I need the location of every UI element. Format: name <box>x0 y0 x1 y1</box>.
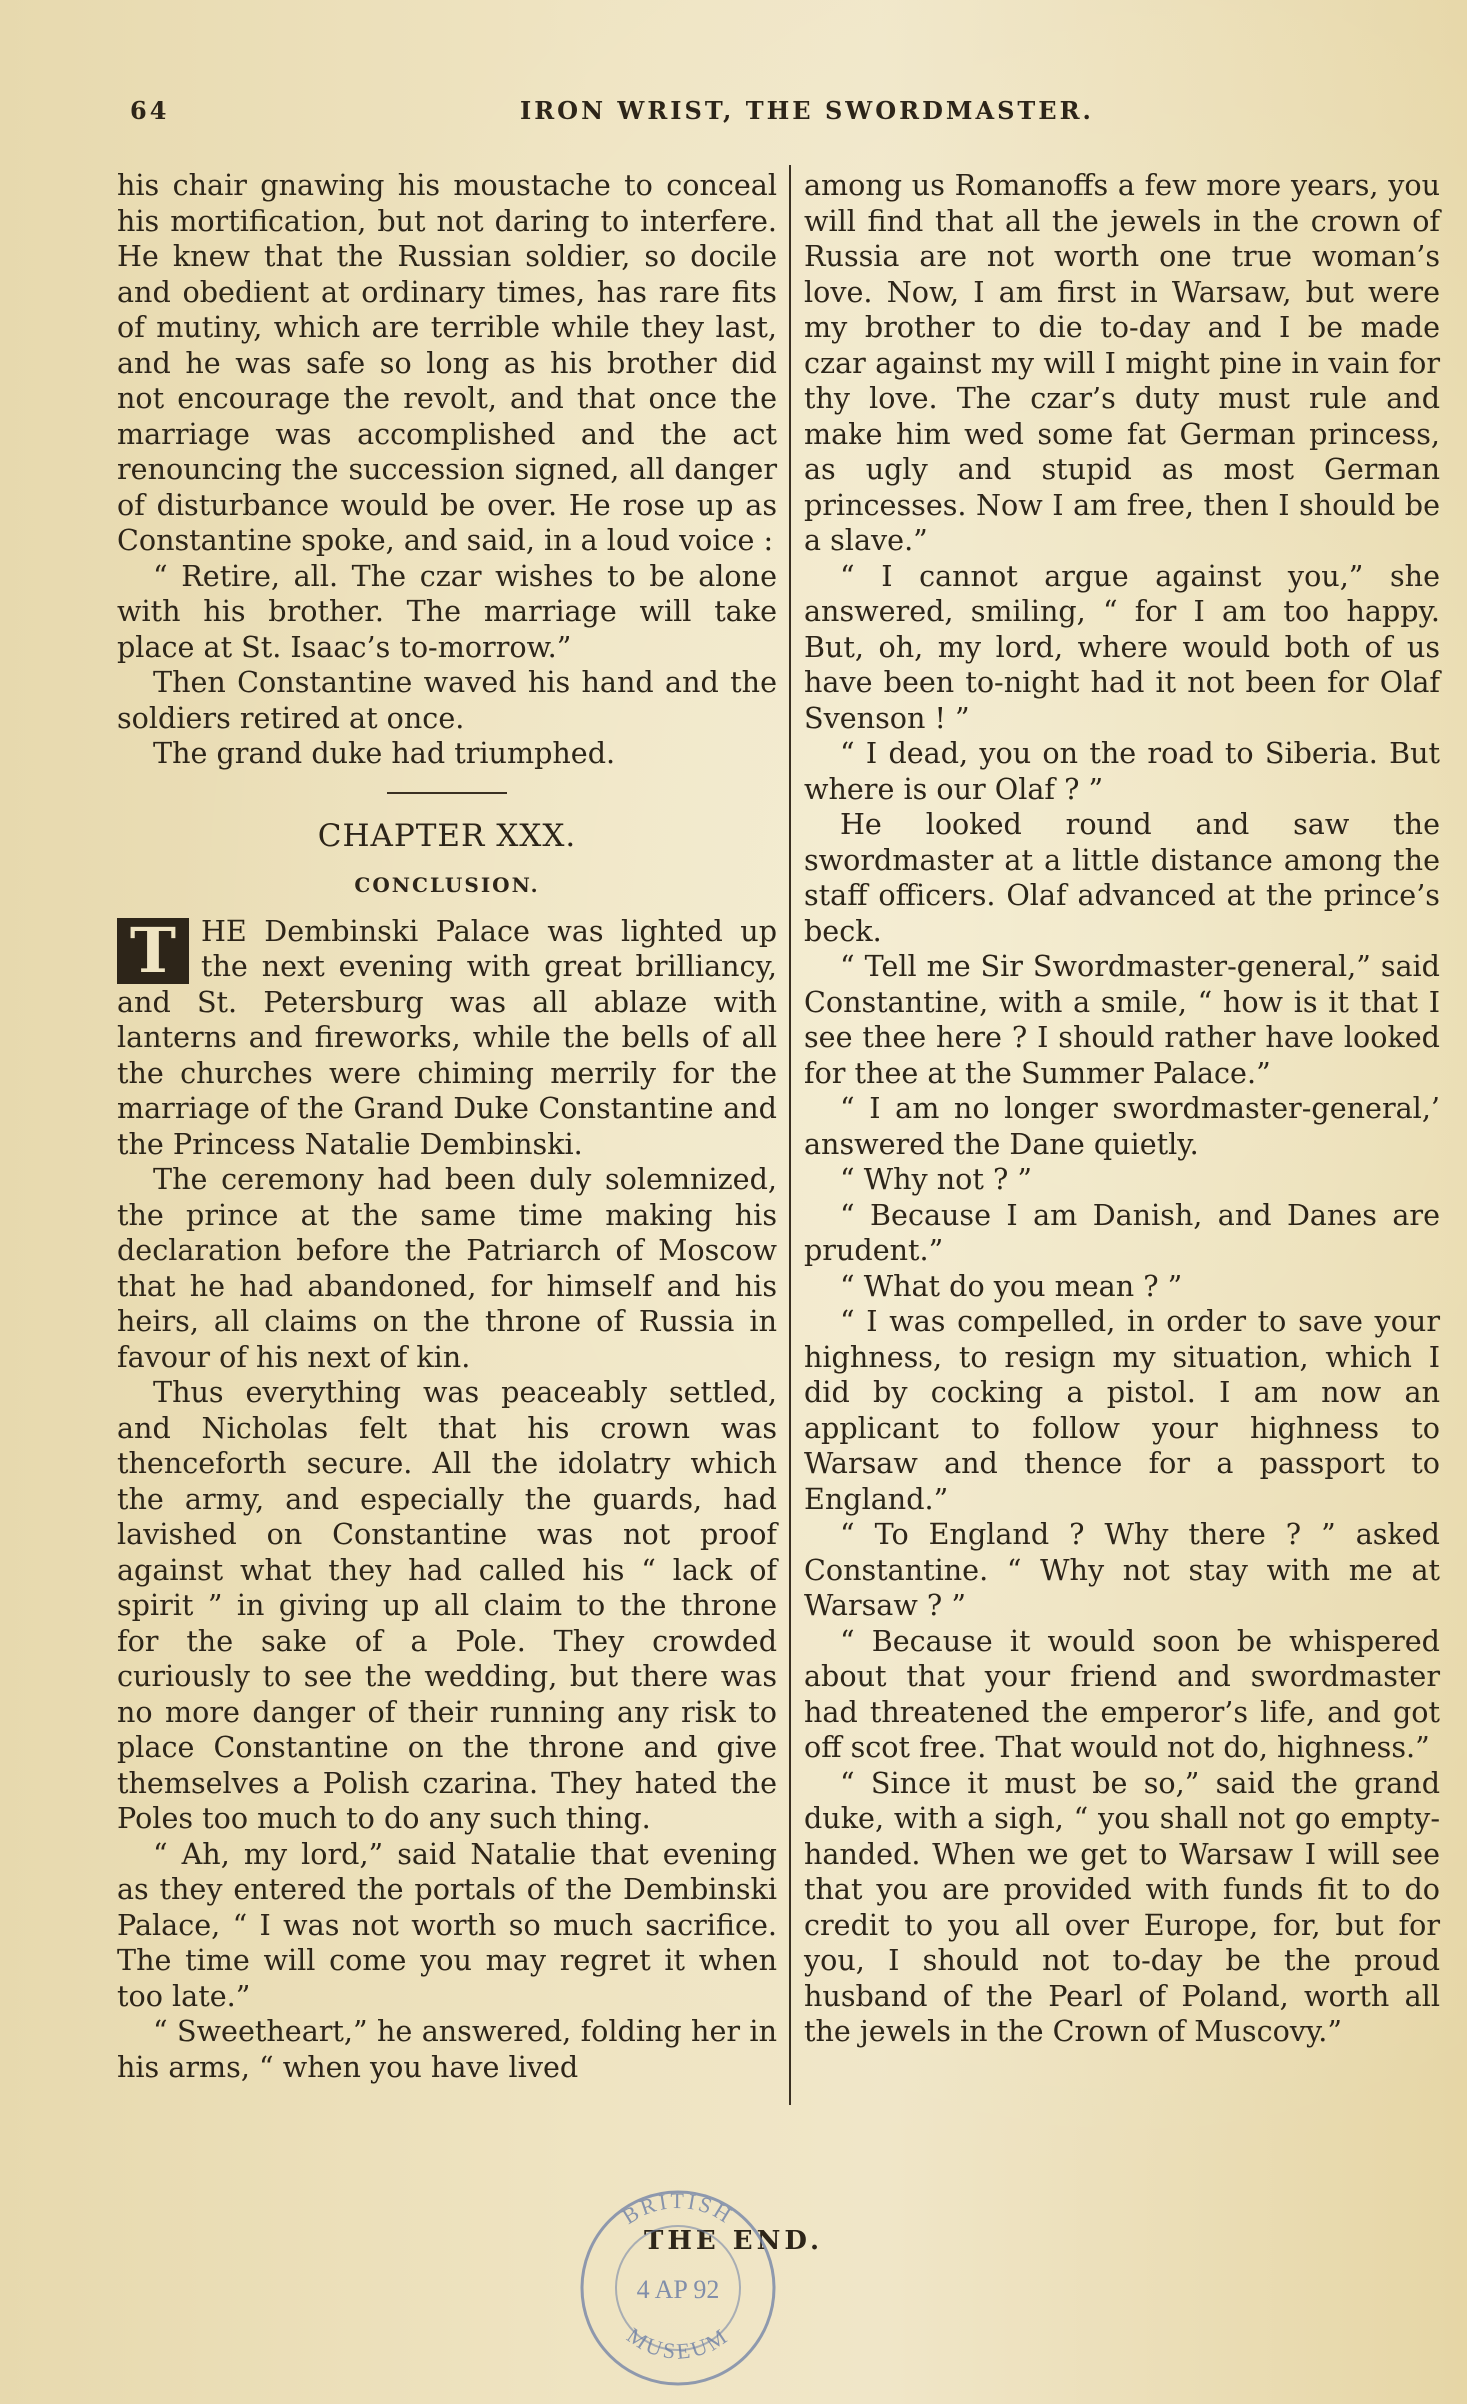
paragraph: “ To England ? Why there ? ” asked Constantine. “ Why not stay with me at Warsaw ? ” <box>804 1517 1440 1622</box>
chapter-subtitle: CONCLUSION. <box>354 872 540 897</box>
left-column <box>117 168 777 2085</box>
paragraph: Thus everything was peaceably settled, and Nicholas felt that his crown was thenceforth secure. All the idolatry which the army, and especially the guards, had lavished on Constantine was not proof against what they had called his “ lack of spirit ” in giving up all claim to the throne for the sake of a Pole. They crowded curiously to see the wedding, but there was no more danger of their running any risk to place Constantine on the throne and give themselves a Polish czarina. They hated the Poles too much to do any such thing. <box>117 1375 777 1835</box>
paragraph: “ What do you mean ? ” <box>840 1268 1183 1303</box>
paragraph: “ Since it must be so,” said the grand duke, with a sigh, “ you shall not go empty-handed. When we get to Warsaw I will see that you are provided with funds fit to do credit to you all over Europe, for, but for you, I should not to-day be the proud husband of the Pearl of Poland, worth all the jewels in the Crown of Muscovy.” <box>804 1765 1440 2048</box>
dropcap-paragraph-text: HE Dembinski Palace was lighted up the next evening with great brilliancy, and St. Petersburg was all ablaze with lanterns and fireworks, while the bells of all the churches were chiming merrily for the marriage of the Grand Duke Constantine and the Princess Natalie Dembinski. <box>117 913 777 1161</box>
paragraph: “ Sweetheart,” he answered, folding her in his arms, “ when you have lived <box>117 2014 777 2084</box>
the-end: THE END. <box>643 2226 824 2256</box>
stamp-top-text: BRITISH <box>617 2187 739 2229</box>
paragraph: He looked round and saw the swordmaster at a little distance among the staff officers. Olaf advanced at the prince’s beck. <box>804 807 1440 948</box>
paragraph: his chair gnawing his moustache to conceal his mortification, but not daring to interfere. He knew that the Russian soldier, so docile and obedient at ordinary times, has rare fits of mutiny, which are terrible while they last, and he was safe so long as his brother did not encourage the revolt, and that once the marriage was accomplished and the act renouncing the succession signed, all danger of disturbance would be over. He rose up as Constantine spoke, and said, in a loud voice : <box>117 168 777 557</box>
section-separator <box>387 792 507 794</box>
paragraph: “ I am no longer swordmaster-general,’ answered the Dane quietly. <box>804 1091 1440 1161</box>
paragraph: “ Because I am Danish, and Danes are prudent.” <box>804 1197 1440 1267</box>
paragraph: Then Constantine waved his hand and the soldiers retired at once. <box>117 665 777 735</box>
paragraph: The ceremony had been duly solemnized, the prince at the same time making his declaration before the Patriarch of Moscow that he had abandoned, for himself and his heirs, all claims on the throne of Russia in favour of his next of kin. <box>117 1162 777 1374</box>
library-stamp-icon <box>568 2178 788 2398</box>
paragraph: among us Romanoffs a few more years, you will find that all the jewels in the crown of Russia are not worth one true woman’s love. Now, I am first in Warsaw, but were my brother to die to-day and I be made czar against my will I might pine in vain for thy love. The czar’s duty must rule and make him wed some fat German princess, as ugly and stupid as most German princesses. Now I am free, then I should be a slave.” <box>804 168 1440 557</box>
paragraph: “ I was compelled, in order to save your highness, to resign my situation, which I did by cocking a pistol. I am now an applicant to follow your highness to Warsaw and thence for a passport to England.” <box>804 1304 1440 1516</box>
paragraph: “ Because it would soon be whispered about that your friend and swordmaster had threatened the emperor’s life, and got off scot free. That would not do, highness.” <box>804 1623 1440 1764</box>
paragraph: “ I dead, you on the road to Siberia. But where is our Olaf ? ” <box>804 736 1440 806</box>
page-number: 64 <box>130 96 170 125</box>
paragraph: The grand duke had triumphed. <box>153 736 616 770</box>
paragraph: “ Retire, all. The czar wishes to be alone with his brother. The marriage will take place at St. Isaac’s to-morrow.” <box>117 558 777 664</box>
stamp-bottom-text: MUSEUM <box>622 2322 734 2364</box>
dropcap-letter: T <box>117 918 189 984</box>
svg-text:BRITISH <box>618 2188 739 2229</box>
running-head <box>130 96 1370 136</box>
column-rule <box>789 165 791 2105</box>
stamp-date: 4 AP 92 <box>636 2275 720 2304</box>
paragraph: “ I cannot argue against you,” she answered, smiling, “ for I am too happy. But, oh, my lord, where would both of us have been to-night had it not been for Olaf Svenson ! ” <box>804 558 1440 735</box>
paragraph: “ Ah, my lord,” said Natalie that evening as they entered the portals of the Dembinski Palace, “ I was not worth so much sacrifice. The time will come you may regret it when too late.” <box>117 1836 777 2013</box>
right-column <box>804 168 1440 2050</box>
paragraph: “ Tell me Sir Swordmaster-general,” said Constantine, with a smile, “ how is it that I see thee here ? I should rather have looked for thee at the Summer Palace.” <box>804 949 1440 1090</box>
running-title: IRON WRIST, THE SWORDMASTER. <box>520 96 1094 125</box>
paragraph: “ Why not ? ” <box>840 1162 1033 1196</box>
chapter-title: CHAPTER XXX. <box>317 817 577 854</box>
dropcap-paragraph <box>117 914 777 1163</box>
svg-text:MUSEUM <box>622 2322 733 2364</box>
